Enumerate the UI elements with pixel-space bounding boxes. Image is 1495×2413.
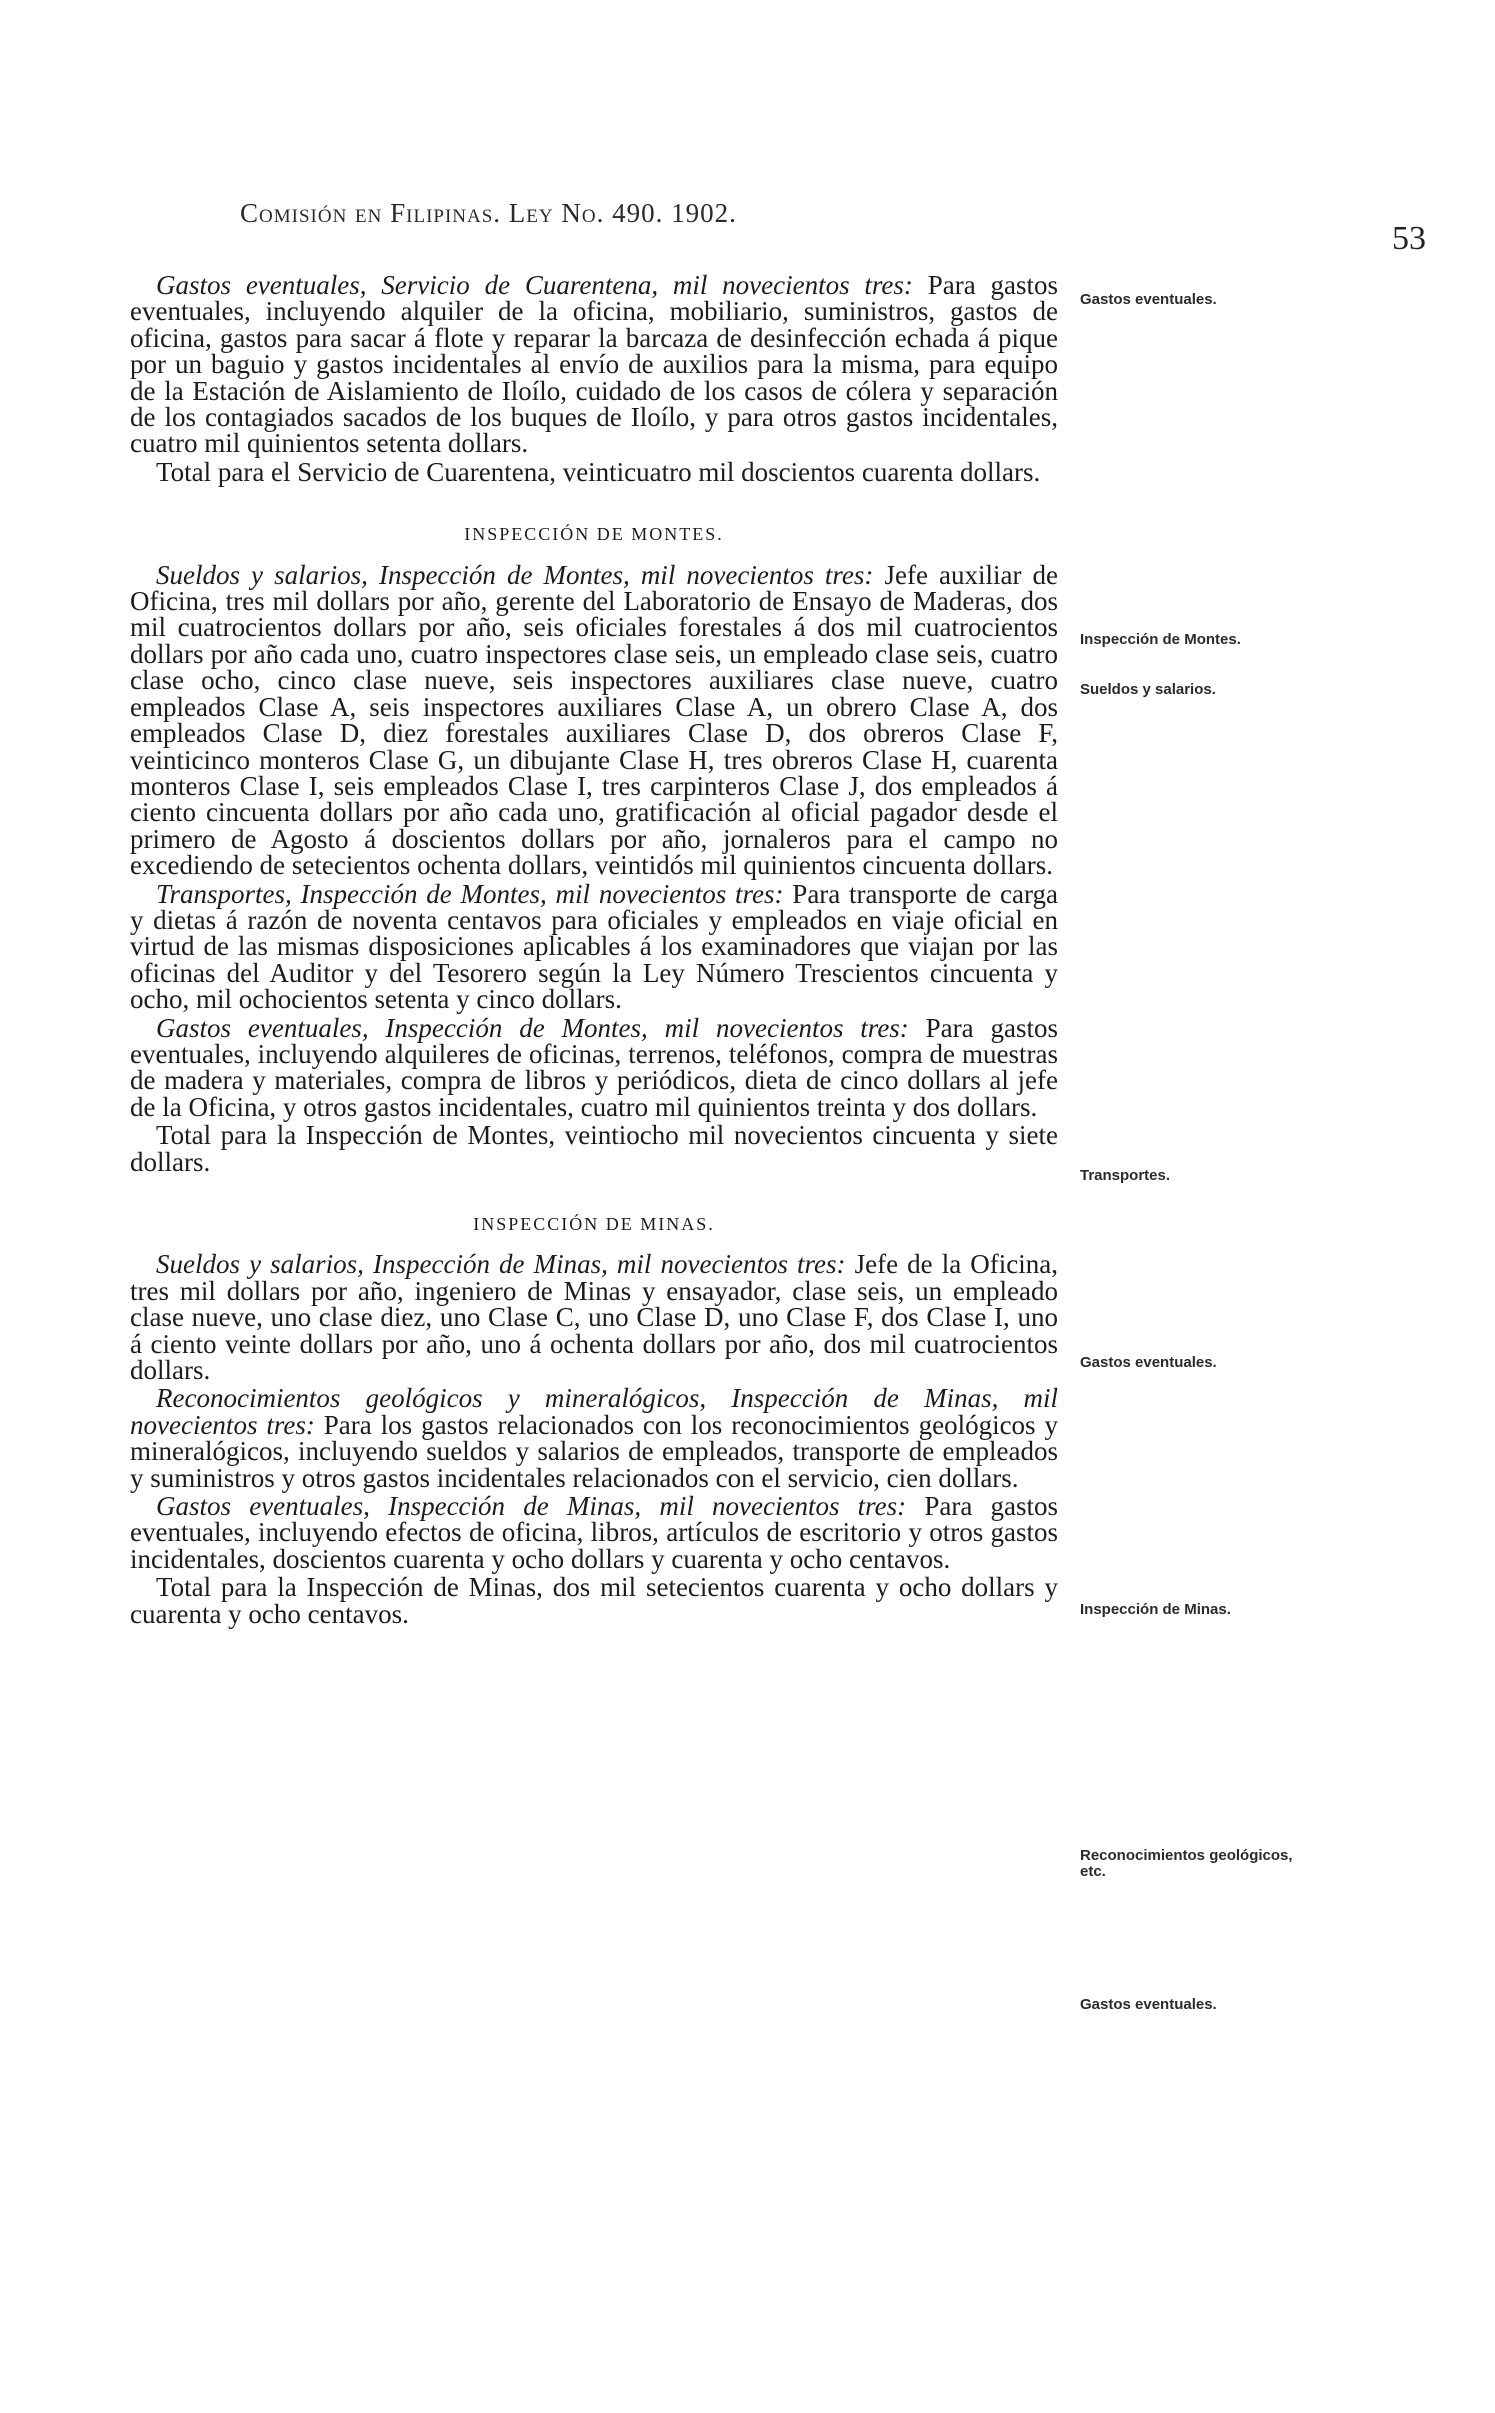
paragraph	[130, 456, 1058, 487]
margin-note: Inspección de Minas.	[1080, 1601, 1231, 1618]
paragraph-text: Para transporte de carga y dietas á razón de noventa centavos para oficiales y empleados en viaje oficial en virtud de las mismas disposiciones aplicables á los examinadores que viajan por las oficinas del Auditor y del Tesorero según la Ley Número Trescientos cincuenta y ocho, mil ochocientos setenta y cinco dollars.	[130, 878, 1058, 1015]
margin-note: Transportes.	[1080, 1167, 1171, 1184]
paragraph-text: Para los gastos relacionados con los reconocimientos geológicos y mineralógicos, incluyendo sueldos y salarios de empleados, transporte de empleados y suministros y otros gastos incidentales relacionados con el servicio, cien dollars.	[130, 1409, 1058, 1493]
paragraph-lead: Sueldos y salarios, Inspección de Minas, mil novecientos tres:	[156, 1249, 846, 1280]
paragraph	[130, 1122, 1058, 1175]
body-text	[130, 272, 1058, 1627]
paragraph-lead: Sueldos y salarios, Inspección de Montes, mil novecientos tres:	[156, 559, 874, 590]
paragraph-lead: Gastos eventuales, Inspección de Montes, mil novecientos tres:	[156, 1012, 909, 1043]
paragraph	[130, 1385, 1058, 1491]
paragraph-text: Para gastos eventuales, incluyendo efectos de oficina, libros, artículos de escritorio y otros gastos incidentales, doscientos cuarenta y ocho dollars y cuarenta y ocho centavos.	[130, 1491, 1058, 1574]
paragraph	[130, 1574, 1058, 1627]
paragraph-lead: Gastos eventuales, Servicio de Cuarentena, mil novecientos tres:	[156, 270, 913, 300]
running-header: Comisión en Filipinas. Ley No. 490. 1902.	[240, 198, 737, 228]
margin-note: Gastos eventuales.	[1080, 291, 1217, 308]
paragraph	[130, 272, 1058, 457]
margin-note: Reconocimientos geológicos, etc.	[1080, 1847, 1293, 1880]
paragraph-text: Para gastos eventuales, incluyendo alquiler de la oficina, mobiliario, suministros, gastos de oficina, gastos para sacar á flote y reparar la barcaza de desinfección echada á pique por un baguio y gastos incidentales al envío de auxilios para la misma, para equipo de la Estación de Aislamiento de Iloílo, cuidado de los casos de cólera y separación de los contagiados sacados de los buques de Iloílo, y para otros gastos incidentales, cuatro mil quinientos setenta dollars.	[130, 270, 1058, 459]
paragraph-text: Para gastos eventuales, incluyendo alquileres de oficinas, terrenos, teléfonos, compra de muestras de madera y materiales, compra de libros y periódicos, dieta de cinco dollars al jefe de la Oficina, y otros gastos incidentales, cuatro mil quinientos treinta y dos dollars.	[130, 1012, 1058, 1122]
paragraph	[130, 1249, 1059, 1386]
section-heading: INSPECCIÓN DE MINAS.	[473, 1214, 715, 1234]
paragraph-text: Total para la Inspección de Minas, dos mil setecientos cuarenta y ocho dollars y cuarenta y ocho centavos.	[130, 1572, 1058, 1629]
margin-note: Gastos eventuales.	[1080, 1996, 1217, 2013]
paragraph-text: Jefe auxiliar de Oficina, tres mil dollars por año, gerente del Laboratorio de Ensayo de Maderas, dos mil cuatrocientos dollars por año, seis oficiales forestales á dos mil cuatrocientos dollars por año cada uno, cuatro inspectores clase seis, un empleado clase seis, cuatro clase ocho, cinco clase nueve, seis inspectores auxiliares clase nueve, cuatro empleados Clase A, seis inspectores auxiliares Clase A, un obrero Clase A, dos empleados Clase D, diez forestales auxiliares Clase D, dos obreros Clase F, veinticinco monteros Clase G, un dibujante Clase H, tres obreros Clase H, cuarenta monteros Clase I, seis empleados Clase I, tres carpinteros Clase J, dos empleados á ciento cincuenta dollars por año cada uno, gratificación al oficial pagador desde el primero de Agosto á doscientos dollars por año, jornaleros para el campo no excediendo de setecientos ochenta dollars, veintidós mil quinientos cincuenta dollars.	[130, 559, 1059, 881]
paragraph	[130, 1493, 1058, 1572]
paragraph-text: Jefe de la Oficina, tres mil dollars por año, ingeniero de Minas y ensayador, clase seis, un empleado clase nueve, uno clase diez, uno Clase C, uno Clase D, uno Clase F, dos Clase I, uno á ciento veinte dollars por año, uno á ochenta dollars por año, dos mil cuatrocientos dollars.	[130, 1249, 1059, 1386]
paragraph	[130, 559, 1059, 881]
paragraph	[130, 878, 1058, 1015]
paragraph-text: Total para la Inspección de Montes, veintiocho mil novecientos cincuenta y siete dollars.	[130, 1120, 1058, 1177]
paragraph	[130, 1012, 1058, 1122]
section-heading: INSPECCIÓN DE MONTES.	[464, 524, 724, 545]
page-number: 53	[1392, 220, 1426, 257]
paragraph-lead: Reconocimientos geológicos y mineralógicos, Inspección de Minas, mil novecientos tres:	[130, 1383, 1058, 1440]
paragraph-text: Total para el Servicio de Cuarentena, veinticuatro mil doscientos cuarenta dollars.	[156, 456, 1041, 487]
paragraph-lead: Transportes, Inspección de Montes, mil novecientos tres:	[156, 878, 784, 909]
margin-note: Gastos eventuales.	[1080, 1354, 1217, 1371]
paragraph-lead: Gastos eventuales, Inspección de Minas, mil novecientos tres:	[156, 1491, 907, 1522]
margin-note: Inspección de Montes.	[1080, 631, 1241, 648]
margin-note: Sueldos y salarios.	[1080, 681, 1216, 698]
